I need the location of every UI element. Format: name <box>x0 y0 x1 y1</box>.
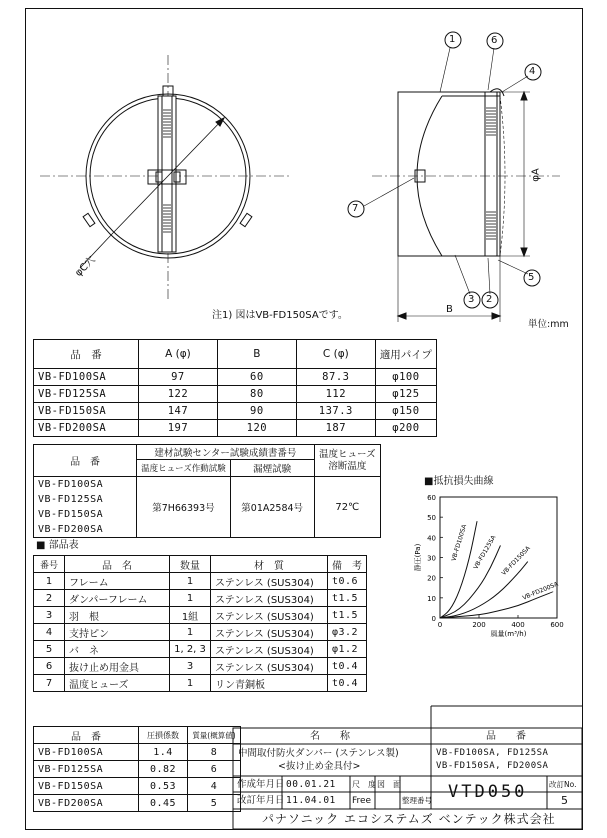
parts-title: ■ 部品表 <box>36 540 79 551</box>
y-tick-label: 0 <box>431 615 436 623</box>
tb-name-line1: 中間取付防火ダンパー (ステンレス製) <box>238 748 399 759</box>
callout-5: 5 <box>528 272 535 283</box>
tb-scale-label: 尺 度 <box>352 780 376 789</box>
tb-ref-label: 整理番号 <box>402 796 432 805</box>
tb-created-label: 作成年月日 <box>237 779 285 790</box>
callout-7: 7 <box>352 203 359 214</box>
unit-label: 単位:mm <box>528 319 569 330</box>
cert-sub-fuse: 温度ヒューズ作動試験 <box>137 460 231 477</box>
cert-temp-value: 72℃ <box>314 477 380 538</box>
y-axis-label: 静圧(Pa) <box>414 543 422 572</box>
dim-header-product: 品 番 <box>34 340 139 369</box>
tb-created-date: 00.01.21 <box>286 779 336 790</box>
chart-title: ■抵抗損失曲線 <box>424 476 494 487</box>
y-tick-label: 40 <box>427 534 436 543</box>
series-label: VB-FD125SA <box>472 534 498 571</box>
cert-sub-leak: 漏煙試験 <box>230 460 314 477</box>
callout-6: 6 <box>491 35 498 46</box>
table-row: 3 羽 根 1組 ステンレス (SUS304) t1.5 <box>34 607 367 624</box>
table-row: VB-FD150SA 0.53 4 <box>34 778 241 795</box>
table-row: VB-FD150SA 147 90 137.3 φ150 <box>34 403 437 420</box>
phi-c-label: φC穴 <box>73 254 98 279</box>
coefficient-table: 品 番 圧損係数 質量(概算値) VB-FD100SA 1.4 8 VB-FD125SA 0.82 6 VB-FD150SA 0.53 4 VB-FD200SA 0.45 5 <box>33 726 241 812</box>
tb-revised-date: 11.04.01 <box>286 795 336 806</box>
table-row: VB-FD125SA 0.82 6 <box>34 761 241 778</box>
series-label: VB-FD200SA <box>521 580 560 602</box>
table-row: 2 ダンパーフレーム 1 ステンレス (SUS304) t1.5 <box>34 590 367 607</box>
x-tick-label: 0 <box>437 621 443 629</box>
series-label: VB-FD100SA <box>450 523 469 563</box>
table-row: VB-FD100SA 97 60 87.3 φ100 <box>34 369 437 386</box>
table-row: VB-FD200SA 197 120 187 φ200 <box>34 420 437 437</box>
tb-scale-value: Free <box>352 796 372 806</box>
callout-1: 1 <box>449 34 456 45</box>
cert-fuse-number: 第7H66393号 <box>137 477 231 538</box>
table-row: 1 フレーム 1 ステンレス (SUS304) t0.6 <box>34 573 367 590</box>
dim-header-c: C (φ) <box>296 340 375 369</box>
phi-a-label: φA <box>530 168 542 182</box>
tb-revised-label: 改訂年月日 <box>237 795 285 806</box>
x-tick-label: 400 <box>511 621 525 629</box>
table-row: 5 バ ネ 1, 2, 3 ステンレス (SUS304) φ1.2 <box>34 641 367 658</box>
note-text: 注1) 図はVB-FD150SAです。 <box>212 310 348 321</box>
parts-table: 番号 品 名 数量 材 質 備 考 1 フレーム 1 ステンレス (SUS304) t0.6 2 ダンパーフレーム 1 ステンレス (SUS304) t1.5 3 羽 根 1組 ステンレス (SUS304) t1.5 4 支持ピン 1 ステンレス (SUS304) φ3.2 5 バ ネ 1, 2, 3 ステンレス (SUS304) φ1.2 6 抜け止め用金具 3 ステンレス (SUS304) t0.4 7 温度ヒューズ 1 リン青銅板 t0.4 <box>33 555 367 692</box>
dim-header-pipe: 適用パイプ <box>375 340 436 369</box>
callout-4: 4 <box>529 66 536 77</box>
cert-leak-number: 第01A2584号 <box>230 477 314 538</box>
cert-header-temp: 温度ヒューズ 溶断温度 <box>314 445 380 477</box>
tb-drawing-label: 図 面 <box>377 780 401 789</box>
x-tick-label: 200 <box>472 621 486 629</box>
dim-b-label: B <box>446 304 453 315</box>
cert-header-product: 品 番 <box>34 445 137 477</box>
tb-products-line2: VB-FD150SA, FD200SA <box>436 761 549 771</box>
tb-rev-label: 改訂No. <box>549 780 577 789</box>
x-tick-label: 600 <box>550 621 564 629</box>
y-tick-label: 30 <box>427 554 436 563</box>
tb-product-header: 品 番 <box>486 731 526 742</box>
tb-products-line1: VB-FD100SA, FD125SA <box>436 748 549 758</box>
tb-name-header: 名 称 <box>310 731 350 742</box>
y-tick-label: 10 <box>427 594 436 603</box>
table-row: VB-FD125SA 122 80 112 φ125 <box>34 386 437 403</box>
tb-drawing-number: VTD050 <box>448 782 528 802</box>
y-tick-label: 20 <box>427 574 436 583</box>
cert-products: VB-FD100SA VB-FD125SA VB-FD150SA VB-FD200SA <box>34 477 137 538</box>
table-row: VB-FD200SA 0.45 5 <box>34 795 241 812</box>
y-tick-label: 60 <box>427 494 436 502</box>
tb-company: パナソニック エコシステムズ ベンテック株式会社 <box>262 812 556 826</box>
cert-header-center: 建材試験センター試験成績書番号 <box>137 445 315 460</box>
table-row: 7 温度ヒューズ 1 リン青銅板 t0.4 <box>34 675 367 692</box>
x-axis-label: 風量(m³/h) <box>490 630 527 638</box>
table-row: 4 支持ピン 1 ステンレス (SUS304) φ3.2 <box>34 624 367 641</box>
table-row: 6 抜け止め用金具 3 ステンレス (SUS304) t0.4 <box>34 658 367 675</box>
dim-header-a: A (φ) <box>138 340 217 369</box>
tb-name-line2: <抜け止め金具付> <box>278 761 361 772</box>
dim-header-b: B <box>217 340 296 369</box>
callout-3: 3 <box>468 294 475 305</box>
y-tick-label: 50 <box>427 514 436 523</box>
table-row: VB-FD100SA 1.4 8 <box>34 744 241 761</box>
series-label: VB-FD150SA <box>500 544 532 578</box>
tb-rev-number: 5 <box>561 794 568 807</box>
callout-2: 2 <box>486 294 493 305</box>
